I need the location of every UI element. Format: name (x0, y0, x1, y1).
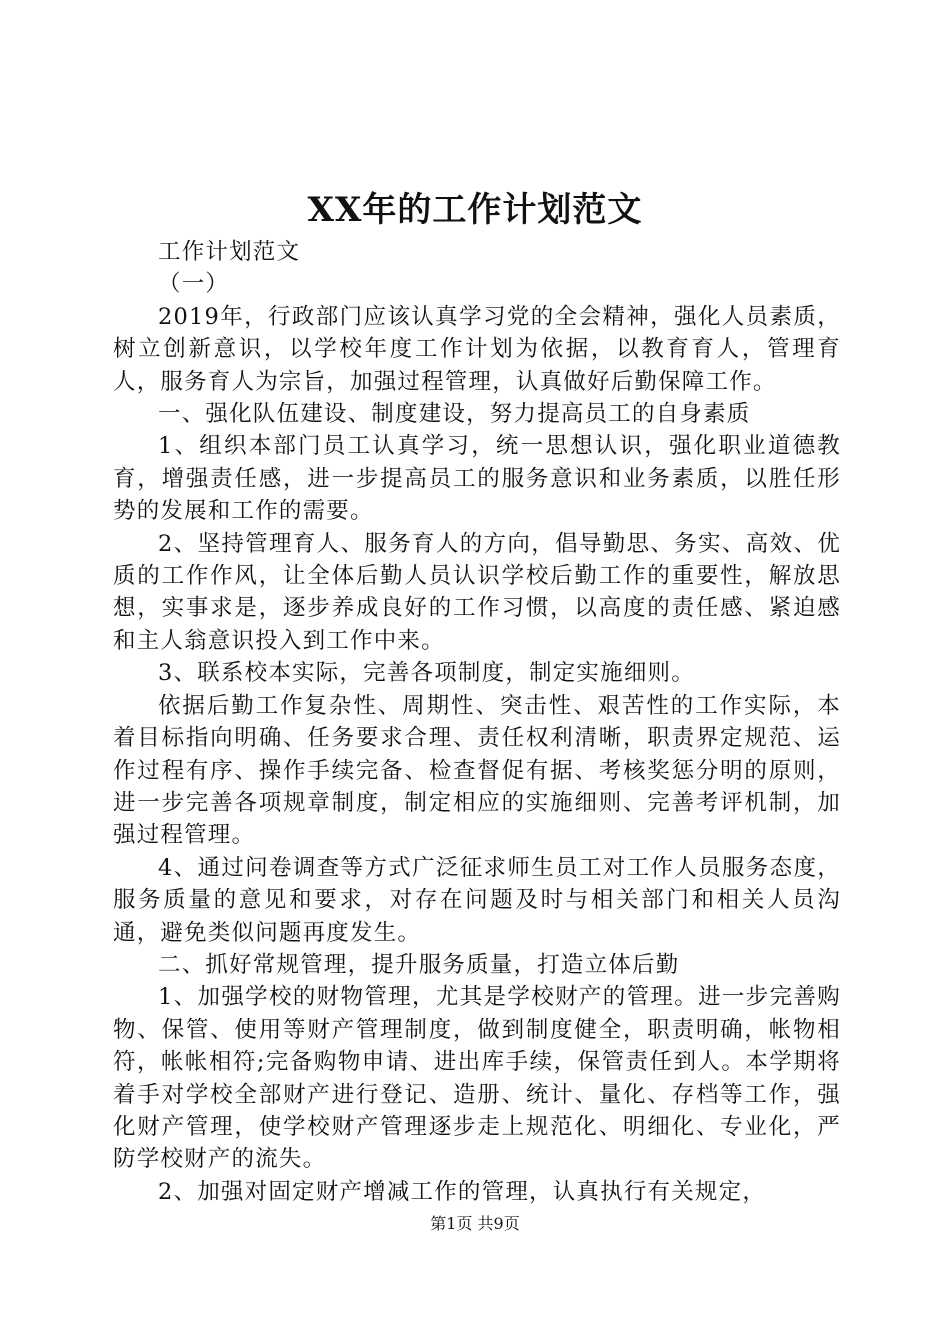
paragraph: 2019年，行政部门应该认真学习党的全会精神，强化人员素质，树立创新意识，以学校年度工作计划为依据，以教育育人，管理育人，服务育人为宗旨，加强过程管理，认真做好后勤保障工作。 (113, 303, 841, 395)
section-heading: 二、抓好常规管理，提升服务质量，打造立体后勤 (158, 951, 680, 978)
document-title: XX年的工作计划范文 (307, 190, 643, 230)
paragraph: 2、加强对固定财产增减工作的管理，认真执行有关规定， (158, 1178, 767, 1205)
section-heading: 一、强化队伍建设、制度建设，努力提高员工的自身素质 (158, 401, 751, 428)
paragraph: 2、坚持管理育人、服务育人的方向，倡导勤思、务实、高效、优质的工作作风，让全体后勤人员认识学校后勤工作的重要性，解放思想，实事求是，逐步养成良好的工作习惯，以高度的责任感、紧迫感和主人翁意识投入到工作中来。 (113, 530, 841, 654)
paragraph: 3、联系校本实际，完善各项制度，制定实施细则。 (158, 660, 695, 687)
page-number-footer: 第1页 共9页 (430, 1214, 520, 1233)
paragraph: （一） (158, 271, 230, 298)
paragraph: 工作计划范文 (158, 239, 301, 265)
document-body (113, 236, 841, 1208)
paragraph: 依据后勤工作复杂性、周期性、突击性、艰苦性的工作实际，本着目标指向明确、任务要求合理、责任权利清晰，职责界定规范、运作过程有序、操作手续完备、检查督促有据、考核奖惩分明的原则，进一步完善各项规章制度，制定相应的实施细则、完善考评机制，加强过程管理。 (113, 692, 841, 849)
paragraph: 1、加强学校的财物管理，尤其是学校财产的管理。进一步完善购物、保管、使用等财产管理制度，做到制度健全，职责明确，帐物相符，帐帐相符;完备购物申请、进出库手续，保管责任到人。本学期将着手对学校全部财产进行登记、造册、统计、量化、存档等工作，强化财产管理，使学校财产管理逐步走上规范化、明细化、专业化，严防学校财产的流失。 (113, 984, 841, 1173)
paragraph: 1、组织本部门员工认真学习，统一思想认识，强化职业道德教育，增强责任感，进一步提高员工的服务意识和业务素质，以胜任形势的发展和工作的需要。 (113, 433, 841, 525)
paragraph: 4、通过问卷调查等方式广泛征求师生员工对工作人员服务态度，服务质量的意见和要求，对存在问题及时与相关部门和相关人员沟通，避免类似问题再度发生。 (113, 854, 841, 946)
